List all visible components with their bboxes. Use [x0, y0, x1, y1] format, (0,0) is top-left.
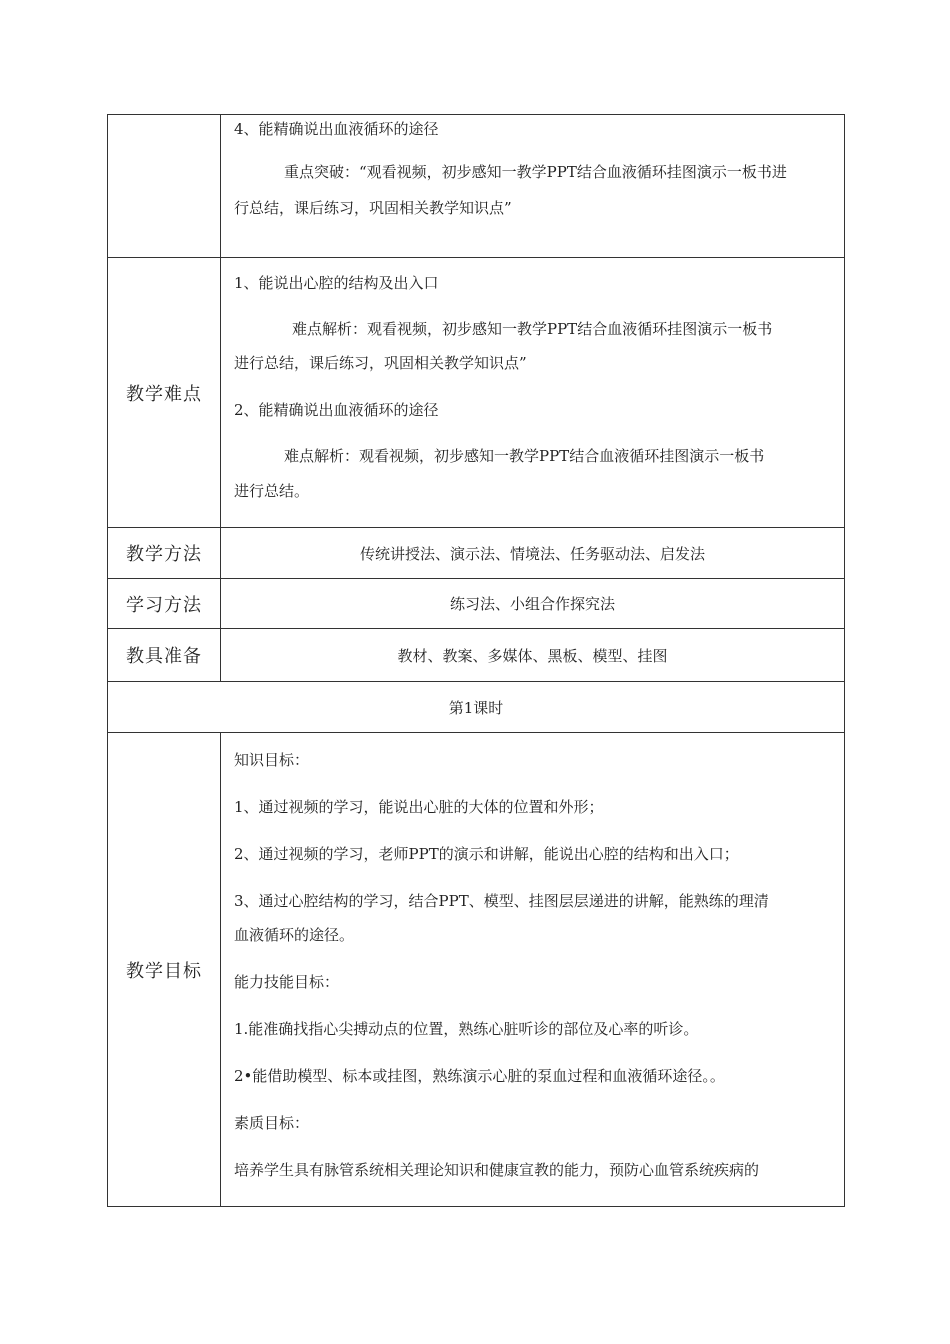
lesson-plan-table — [107, 114, 845, 1207]
difficulty-line: 2、能精确说出血液循环的途径 — [234, 401, 439, 419]
teaching-method-row — [108, 528, 845, 579]
session-row — [108, 682, 845, 733]
difficulty-content — [221, 258, 845, 528]
difficulty-line: 难点解析：观看视频，初步感知一教学PPT结合血液循环挂图演示一板书 — [284, 447, 765, 465]
objective-line: 2、通过视频的学习，老师PPT的演示和讲解，能说出心腔的结构和出入口； — [234, 845, 739, 863]
objective-line: 3、通过心腔结构的学习，结合PPT、模型、挂图层层递进的讲解，能熟练的理清 — [234, 892, 769, 910]
teaching-method-label: 教学方法 — [108, 528, 221, 579]
learning-method-value: 练习法、小组合作探究法 — [221, 579, 845, 629]
objective-line: 知识目标： — [234, 751, 310, 769]
objective-line: 1.能准确找指心尖搏动点的位置，熟练心脏听诊的部位及心率的听诊。 — [234, 1020, 699, 1038]
learning-method-row — [108, 579, 845, 629]
focus-label — [108, 115, 221, 258]
difficulty-label: 教学难点 — [108, 258, 221, 528]
tools-value: 教材、教案、多媒体、黑板、模型、挂图 — [221, 629, 845, 682]
objective-line: 2•能借助模型、标本或挂图，熟练演示心脏的泵血过程和血液循环途径。。 — [234, 1067, 725, 1085]
difficulty-line: 难点解析：观看视频，初步感知一教学PPT结合血液循环挂图演示一板书 — [292, 320, 773, 338]
objective-line: 能力技能目标： — [234, 973, 340, 991]
difficulty-line: 进行总结。 — [234, 482, 310, 500]
objectives-label: 教学目标 — [108, 733, 221, 1207]
session-title: 第1课时 — [108, 682, 845, 733]
objective-line: 培养学生具有脉管系统相关理论知识和健康宣教的能力，预防心血管系统疾病的 — [234, 1161, 760, 1179]
objective-line: 素质目标： — [234, 1114, 310, 1132]
tools-row — [108, 629, 845, 682]
focus-line: 4、能精确说出血液循环的途径 — [234, 120, 439, 138]
focus-line: 重点突破：“观看视频，初步感知一教学PPT结合血液循环挂图演示一板书进 — [284, 163, 787, 181]
difficulty-row — [108, 258, 845, 528]
tools-label: 教具准备 — [108, 629, 221, 682]
focus-content — [221, 115, 845, 258]
objective-line: 血液循环的途径。 — [234, 926, 355, 944]
objective-line: 1、通过视频的学习，能说出心脏的大体的位置和外形； — [234, 798, 604, 816]
objectives-content — [221, 733, 845, 1207]
focus-line: 行总结，课后练习，巩固相关教学知识点” — [234, 199, 512, 217]
focus-row — [108, 115, 845, 258]
objectives-row — [108, 733, 845, 1207]
difficulty-line: 1、能说出心腔的结构及出入口 — [234, 274, 439, 292]
teaching-method-value: 传统讲授法、演示法、情境法、任务驱动法、启发法 — [221, 528, 845, 579]
difficulty-line: 进行总结，课后练习，巩固相关教学知识点” — [234, 354, 527, 372]
learning-method-label: 学习方法 — [108, 579, 221, 629]
